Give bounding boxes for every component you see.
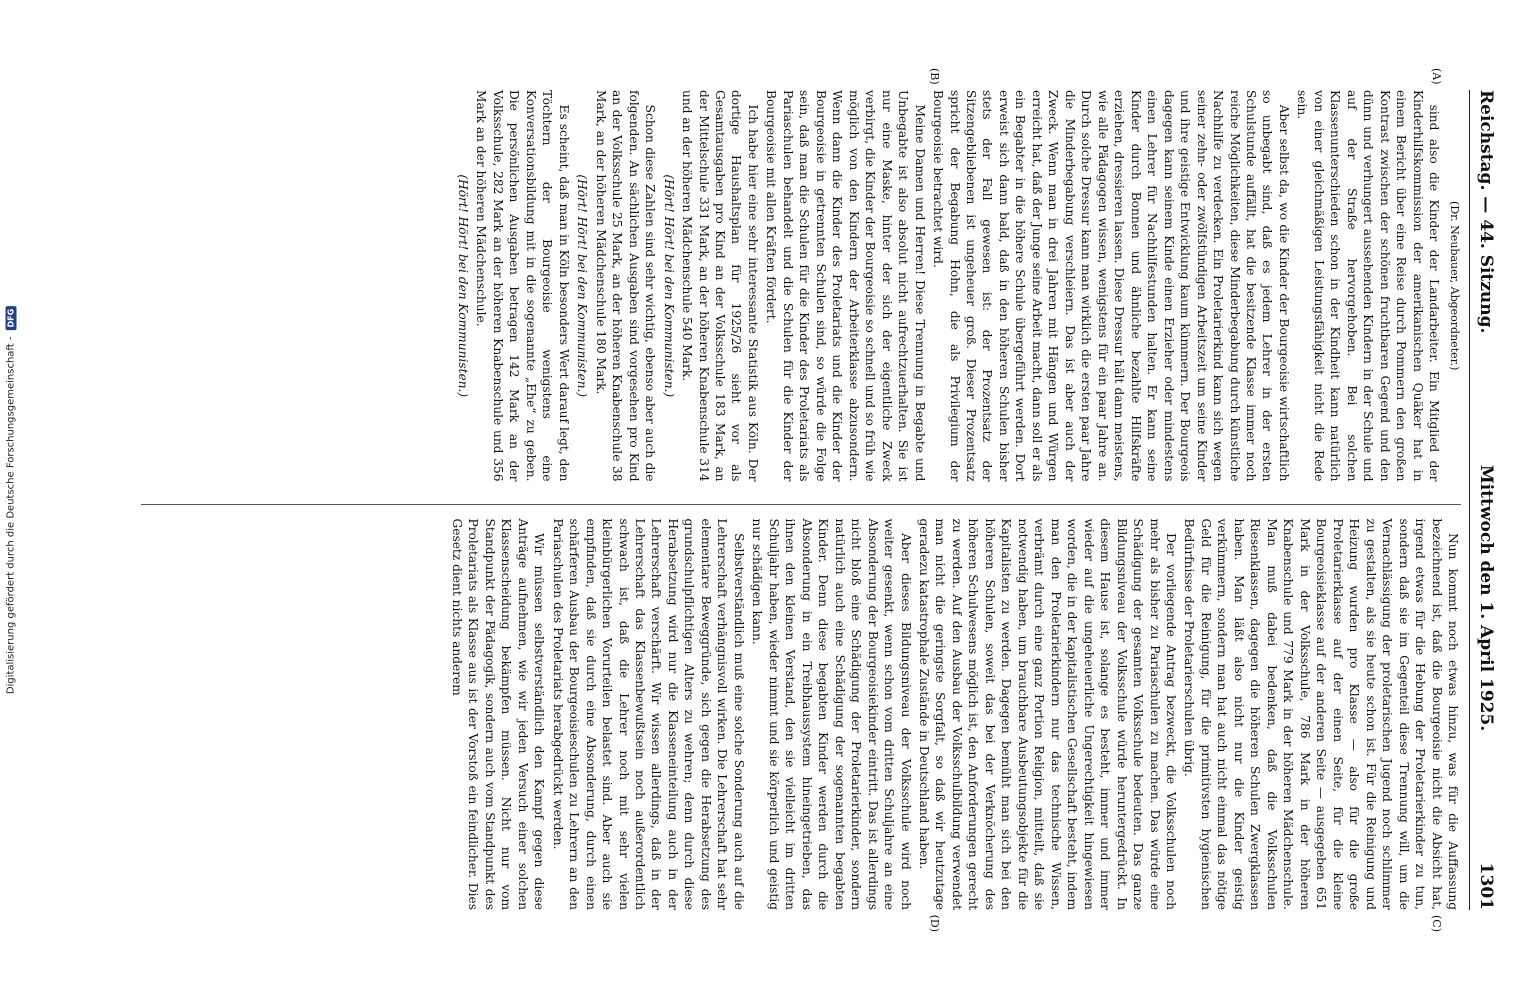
speaker-line: (Dr. Neubauer, Abgeordneter.) (1448, 201, 1461, 371)
header-left: Reichstag. — 44. Sitzung. (1476, 90, 1496, 334)
right-column (141, 504, 1461, 932)
paragraph: Meine Damen und Herren! Diese Trennung in Begabte und Unbegabte ist also absolut nicht aufrechtzuerhalten. Sie ist nur eine Maske, hinter der sich der eigentliche Zweck verbirgt, die Kinder der Bourgeoisie so schnell und so früh wie möglich von den Kindern der Arbeiterklasse abzusondern. Wenn dann die Kinder des Proletariats und die Kinder der Bourgeoisie in getrennten Schulen sind, so würde die Folge sein, daß man die Schulen für die Kinder des Proletariats als Pariaschulen behandelt und die Schulen für die Kinder der Bourgeoisie mit allen Kräften fördert. (764, 90, 927, 482)
interjection: (Hört! Hört! bei den Kommunisten.) (575, 174, 590, 398)
paragraph: Schon diese Zahlen sind sehr wichtig, ebenso aber auch die folgenden. An sächlichen Ausgaben sind vorgesehen pro Kind an der Volksschule 25 Mark, an der höheren Knabenschule 38 Mark, an der höheren Mädchenschule 180 Mark. (593, 90, 658, 482)
margin-mark-b: (B) (928, 68, 941, 85)
credit-bar (0, 0, 22, 1000)
page-header (1469, 90, 1496, 910)
paragraph: Der vorliegende Antrag bezweckt, die Volksschulen noch mehr als bisher zu Pariaschulen zu machen. Das würde eine Schädigung der gesamten Volksschule bedeuten. Das ganze Bildungsniveau der Volksschule würde heruntergedrückt. In diesem Hause ist, solange es besteht, immer und immer wieder auf die ungeheuerliche Ungerechtigkeit hingewiesen worden, die in der kapitalistischen Gesellschaft besteht, indem man den Proletarierkindern nur das technische Wissen, verbrämt durch eine ganz Portion Religion, mitteilt, daß sie notwendig haben, um brauchbare Ausbeutungsobjekte für die Kapitalisten zu werden. Dagegen bemüht man sich bei den höheren Schulen, soweit das bei der Verknöcherung des höheren Schulwesens möglich ist, den Anforderungen gerecht zu werden. Auf den Ausbau der Volksschulbildung verwendet man nicht die geringste Sorgfalt, so daß wir heutzutage geradezu katastrophale Zustände in Deutschland haben. (917, 518, 1179, 910)
credit-text-wrapper (6, 306, 17, 694)
text-columns (141, 68, 1461, 932)
interjection: (Hört! Hört! bei den Kommunisten.) (455, 174, 470, 398)
left-column (141, 68, 1461, 482)
margin-mark-d: (D) (928, 914, 941, 932)
paragraph: Wir müssen selbstverständlich den Kampf gegen diese Anträge aufnehmen, wie wir jeden Versuch einer solchen Klassenscheidung bekämpfen müssen. Nicht nur vom Standpunkt der Pädagogik, sondern auch vom Standpunkt des Proletariats als Klasse aus ist der Vorstoß ein feindlicher. Dies Gesetz dient nichts anderem (449, 518, 547, 910)
document-page (100, 60, 1510, 940)
margin-mark-a: (A) (1430, 68, 1443, 85)
header-center: Mittwoch den 1. April 1925. (1476, 464, 1496, 732)
paragraph: Ich habe hier eine sehr interessante Statistik aus Köln. Der dortige Haushaltsplan für 1925/26 sieht vor als Gesamtausgaben pro Kind an der Volksschule 183 Mark, an der Mittelschule 331 Mark, an der höheren Knabenschule 314 und an der höheren Mädchenschule 540 Mark. (680, 90, 760, 482)
paragraph: sind also die Kinder der Landarbeiter. Ein Mitglied der Kinderhilfskommission der amerikanischen Quäker hat in einem Bericht über eine Reise durch Pommern den großen Kontrast zwischen der schönen fruchtbaren Gegend und den dünn und verhungert aussehenden Kindern in der Schule und auf der Straße hervorgehoben. Bei solchen Klassenunterschieden schon in der Kindheit kann natürlich von einer gleichmäßigen Leistungsfähigkeit nicht die Rede sein. (1295, 90, 1442, 482)
credit-text: Digitalisierung gefördert durch die Deutsche Forschungsgemeinschaft - (5, 336, 17, 695)
paragraph: Nun kommt noch etwas hinzu, was für die Auffassung bezeichnend ist, daß die Bourgeoisie nicht die Absicht hat, irgend etwas für die Hebung der Proletarierkinder zu tun, sondern daß sie im Gegenteil diese Trennung will, um die Vernachlässigung der proletarischen Jugend noch schlimmer zu gestalten, als sie heute schon ist. Für die Reinigung und Heizung wurden pro Klasse — also für die große Proletarierklasse auf der einen Seite, für die kleine Bourgeoisieklasse auf der anderen Seite — ausgegeben 651 Mark in der Volksschule, 786 Mark in der höheren Knabenschule und 779 Mark in der höheren Mädchenschule. Man muß dabei bedenken, daß die Volksschulen Riesenklassen, dagegen die höheren Schulen Zwergklassen haben. Man läßt also nicht nur die Kinder geistig verkümmern, sondern man hat auch nicht einmal das nötige Geld für die Reinigung, für die primitivsten hygienischen Bedürfnisse der Proletarierschulen übrig. (1182, 518, 1460, 910)
interjection: (Hört! Hört! bei den Kommunisten.) (661, 174, 676, 398)
margin-mark-c: (C) (1430, 915, 1443, 932)
paragraph: Es scheint, daß man in Köln besonders Wert darauf legt, den Töchtern der Bourgeoisie wenigstens eine Konversationsbildung mit in die sogenannte „Ehe“ zu geben. Die persönlichen Ausgaben betragen 142 Mark an der Volksschule, 282 Mark an der höheren Knabenschule und 356 Mark an der höheren Mädchenschule. (474, 90, 571, 482)
paragraph: Selbstverständlich muß eine solche Sonderung auch auf die Lehrerschaft verhängnisvoll wirken. Die Lehrerschaft hat sehr elementare Beweggründe, sich gegen die Herabsetzung des grundschulpflichtigen Alters zu wehren; denn durch diese Herabsetzung wird nur die Klasseneinteilung auch in der Lehrerschaft verschärft. Wir wissen allerdings, daß in der Lehrerschaft das Klassenbewußtsein noch außerordentlich schwach ist, daß die Lehrer noch mit sehr vielen kleinbürgerlichen Vorurteilen belastet sind. Aber auch sie empfinden, daß sie durch eine Absonderung, durch einen schärferen Ausbau der Bourgeoisieschulen zu Lehrern an den Pariaschulen des Proletariats herabgedrückt werden. (550, 518, 746, 910)
paragraph: Aber selbst da, wo die Kinder der Bourgeoisie wirtschaftlich so unbegabt sind, daß es jedem Lehrer in der ersten Schulstunde auffällt, hat die besitzende Klasse immer noch reiche Möglichkeiten, diese Minderbegabung durch künstliche Nachhilfe zu verdecken. Ein Proletarierkind kann sich wegen seiner zehn- oder zwölfstündigen Arbeitszeit um seine Kinder und ihre geistige Entwicklung kaum kümmern. Der Bourgeois dagegen kann seinem Kinde einen Erzieher oder mindestens einen Lehrer für Nachhilfestunden halten. Er kann seine Kinder durch Bonnen und ähnliche bezahlte Hilfskräfte erziehen, dressieren lassen. Diese Dressur hält dann meistens, wie alle Pädagogen wissen, wenigstens für ein paar Jahre an. Durch solche Dressur kann man wirklich die ersten paar Jahre die Minderbegabung verschleiern. Das ist aber auch der Zweck. Wenn man in drei Jahren mit Hängen und Würgen erreicht hat, daß der Junge seine Arbeit macht, dann soll er als ein Begabter in die höhere Schule übergeführt werden. Dort erweist sich dann bald, daß in den höheren Schulen bisher stets der Fall gewesen ist: der Prozentsatz der Sitzengebliebenen ist ungeheuer groß. Dieser Prozentsatz spricht der Begabung Hohn, die als Privilegium der Bourgeoisie betrachtet wird. (931, 90, 1291, 482)
dfg-logo: DFG (6, 306, 17, 331)
page-number: 1301 (1476, 862, 1496, 910)
paragraph: Aber dieses Bildungsniveau der Volksschule wird noch weiter gesenkt, wenn schon vom dritten Schuljahre an eine Absonderung der Bourgeoisiekinder eintritt. Das ist allerdings nicht bloß eine Schädigung der Proletarierkinder, sondern natürlich auch eine Schädigung der sogenannten begabten Kinder. Denn diese begabten Kinder werden durch die Absonderung in ein Treibhaussystem hineingetrieben, das ihnen den kleinen Verstand, den sie vielleicht im dritten Schuljahr haben, wieder nimmt und sie körperlich und geistig nur schädigen kann. (750, 518, 913, 910)
